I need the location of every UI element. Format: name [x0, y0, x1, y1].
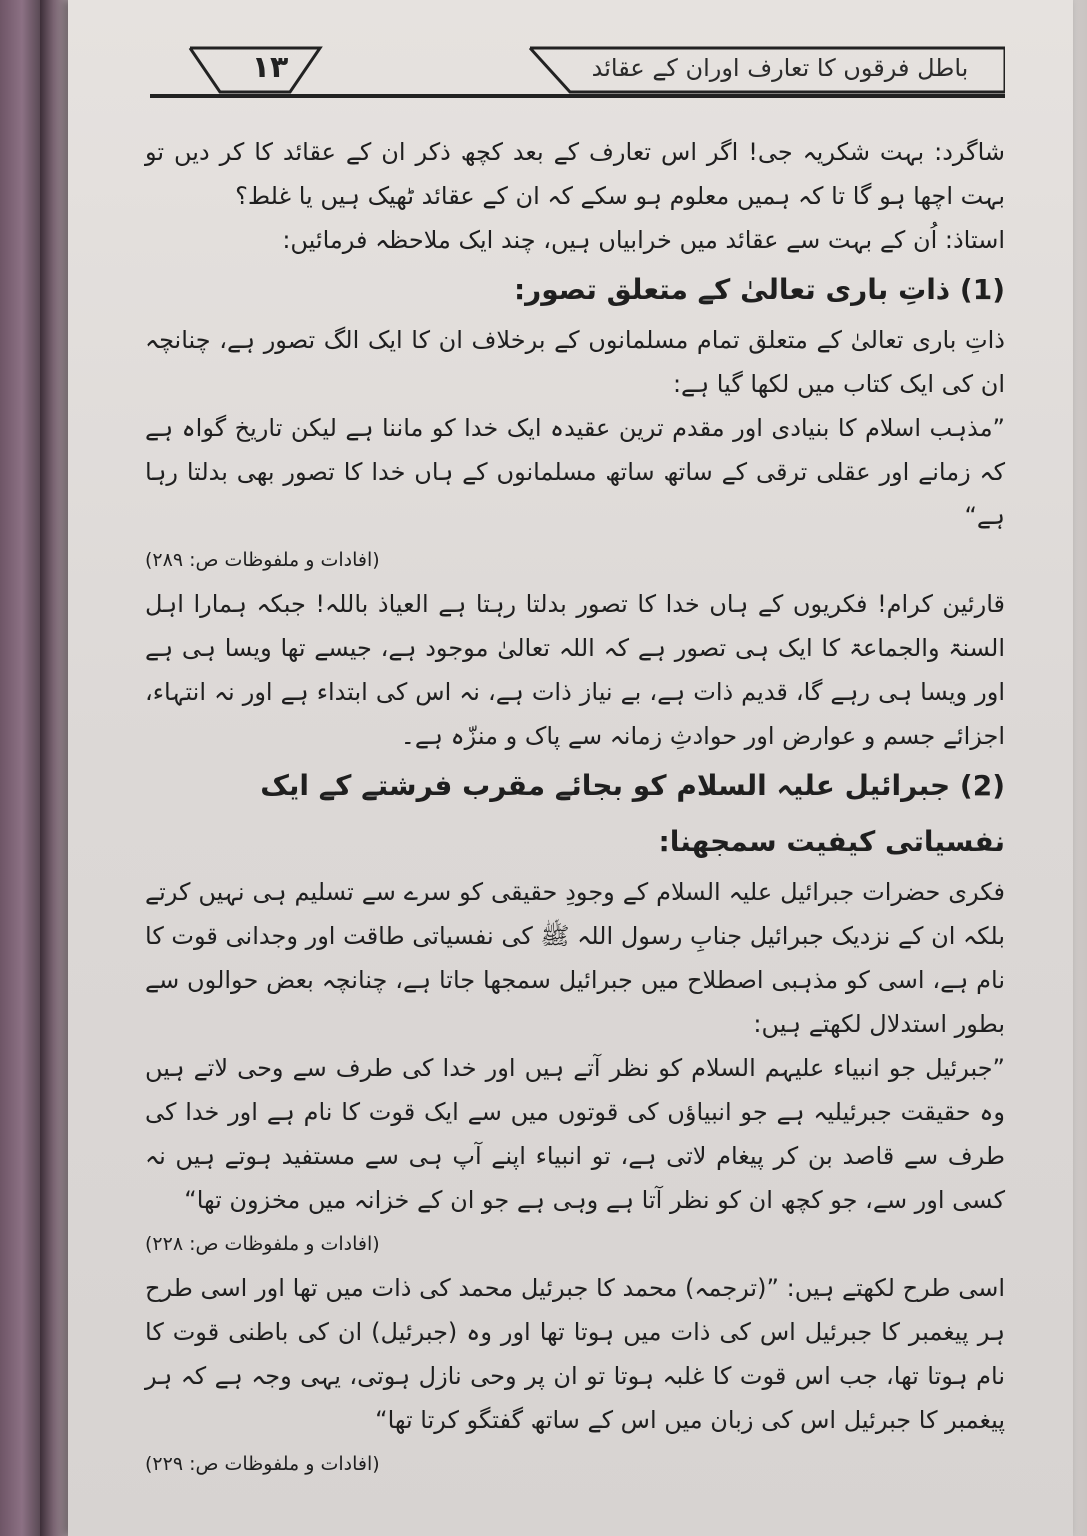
paragraph: اسی طرح لکھتے ہیں: ”(ترجمہ) محمد کا جبرئیل محمد کی ذات میں تھا اور اسی طرح ہر پیغمبر کا جبرئیل اس کی ذات میں ہوتا تھا اور وہ (جبرئیل) ان کی باطنی قوت کا نام ہوتا تھا، جب اس قوت کا غلبہ ہوتا تو ان پر وحی نازل ہوتی، یہی وجہ ہے کہ ہر پیغمبر کا جبرئیل اس کی زبان میں اس کے ساتھ گفتگو کرتا تھا“ [145, 1274, 1005, 1434]
reference: (افادات و ملفوظات ص: ٢٨٩) [145, 549, 380, 571]
page-number: ١٣ [251, 50, 289, 85]
paragraph: استاذ: اُن کے بہت سے عقائد میں خرابیاں ہیں، چند ایک ملاحظہ فرمائیں: [282, 226, 1005, 254]
section-heading: (2) جبرائیل علیہ السلام کو بجائے مقرب فرشتے کے ایک نفسیاتی کیفیت سمجھنا: [260, 769, 1005, 858]
paragraph: فکری حضرات جبرائیل علیہ السلام کے وجودِ حقیقی کو سرے سے تسلیم ہی نہیں کرتے بلکہ ان کے نزدیک جبرائیل جنابِ رسول اللہ ﷺ کی نفسیاتی طاقت اور وجدانی قوت کا نام ہے، اسی کو مذہبی اصطلاح میں جبرائیل سمجھا جاتا ہے، چنانچہ بعض حوالوں سے بطور استدلال لکھتے ہیں: [145, 878, 1005, 1038]
section-heading: (1) ذاتِ باری تعالیٰ کے متعلق تصور: [513, 273, 1005, 306]
paragraph: قارئین کرام! فکریوں کے ہاں خدا کا تصور بدلتا رہتا ہے العیاذ باللہ! جبکہ ہمارا اہل السنۃ والجماعۃ کا ایک ہی تصور ہے کہ اللہ تعالیٰ موجود ہے، جیسے تھا ویسا ہی ہے اور ویسا ہی رہے گا، قدیم ذات ہے، بے نیاز ذات ہے، نہ اس کی ابتداء ہے اور نہ انتہاء، اجزائے جسم و عوارض اور حوادثِ زمانہ سے پاک و منزّہ ہے۔ [145, 590, 1005, 750]
quotation: ”مذہب اسلام کا بنیادی اور مقدم ترین عقیدہ ایک خدا کو ماننا ہے لیکن تاریخ گواہ ہے کہ زمانے اور عقلی ترقی کے ساتھ ساتھ مسلمانوں کے ہاں خدا کا تصور بھی بدلتا رہا ہے“ [145, 414, 1005, 530]
page-body [145, 130, 1005, 1486]
page-header [150, 40, 1005, 110]
reference: (افادات و ملفوظات ص: ٢٢٨) [145, 1233, 380, 1255]
quotation: ”جبرئیل جو انبیاء علیہم السلام کو نظر آتے ہیں اور خدا کی طرف سے وحی لاتے ہیں وہ حقیقت جبرئیلیہ ہے جو انبیاؤں کی قوتوں میں سے ایک قوت کا نام ہے اور خدا کی طرف سے قاصد بن کر پیغام لاتی ہے، تو انبیاء اپنے آپ ہی سے مستفید ہوتے ہیں نہ کسی اور سے، جو کچھ ان کو نظر آتا ہے وہی ہے جو ان کے خزانہ میں مخزون تھا“ [145, 1054, 1005, 1214]
paragraph: ذاتِ باری تعالیٰ کے متعلق تمام مسلمانوں کے برخلاف ان کا ایک الگ تصور ہے، چنانچہ ان کی ایک کتاب میں لکھا گیا ہے: [145, 326, 1005, 398]
paragraph: شاگرد: بہت شکریہ جی! اگر اس تعارف کے بعد کچھ ذکر ان کے عقائد کا کر دیں تو بہت اچھا ہو گا تا کہ ہمیں معلوم ہو سکے کہ ان کے عقائد ٹھیک ہیں یا غلط؟ [145, 138, 1005, 210]
reference: (افادات و ملفوظات ص: ٢٢٩) [145, 1453, 380, 1475]
running-title: باطل فرقوں کا تعارف اوران کے عقائد [591, 54, 969, 82]
